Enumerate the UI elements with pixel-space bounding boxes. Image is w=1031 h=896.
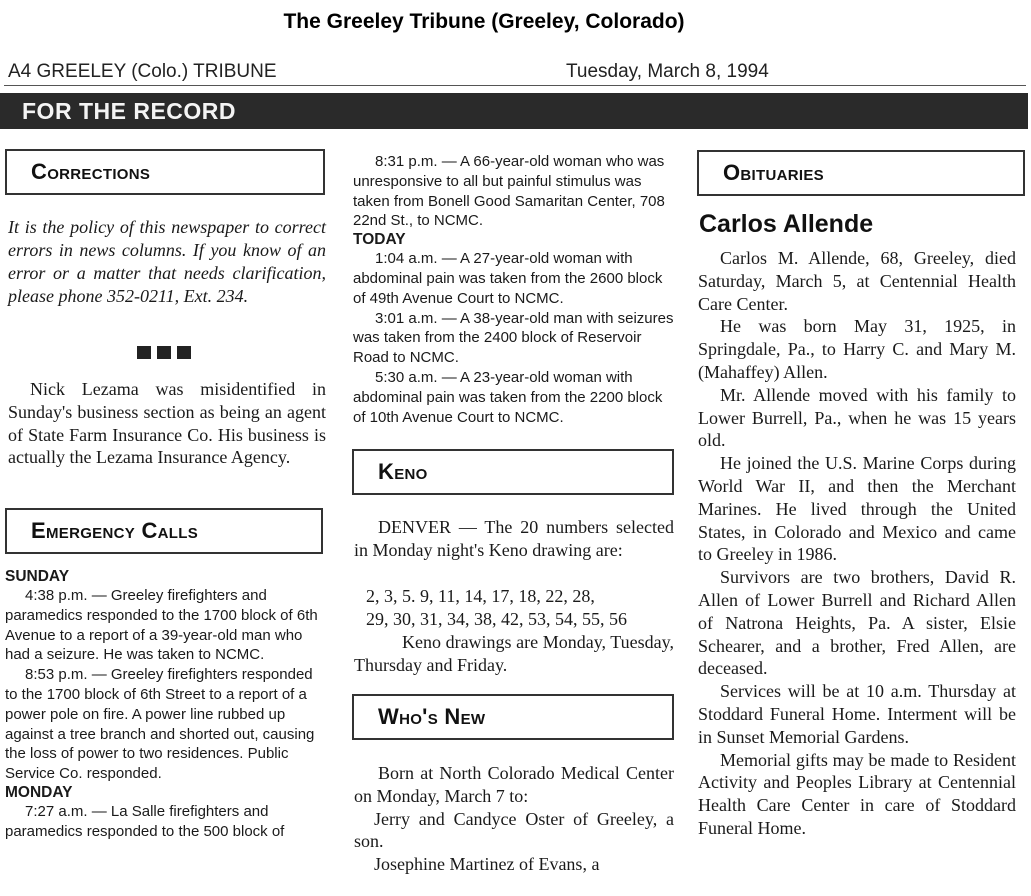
call-entry: 1:04 a.m. — A 27-year-old woman with abdominal pain was taken from the 2600 block of 49th Avenue Court to NCMC.: [353, 250, 663, 307]
divider-square: [137, 346, 151, 359]
page-bottom-edge: [0, 878, 1031, 896]
obituary-paragraph: Services will be at 10 a.m. Thursday at Stoddard Funeral Home. Interment will be in Sunset Memorial Gardens.: [698, 681, 1016, 747]
section-banner-title: FOR THE RECORD: [22, 98, 236, 124]
whos-new-body: [354, 762, 674, 882]
keno-numbers: [366, 585, 676, 631]
whos-new-heading: Who's New: [378, 704, 486, 729]
keno-schedule: Keno drawings are Monday, Tuesday, Thursday and Friday.: [354, 632, 674, 675]
emergency-heading-box: [5, 508, 323, 554]
page-label: A4 GREELEY (Colo.) TRIBUNE: [8, 61, 277, 82]
call-entry: 5:30 a.m. — A 23-year-old woman with abdominal pain was taken from the 2200 block of 10th Avenue Court to NCMC.: [353, 368, 663, 426]
whos-new-heading-box: [352, 694, 674, 740]
keno-heading: Keno: [378, 459, 428, 484]
obituary-paragraph: He was born May 31, 1925, in Springdale, Pa., to Harry C. and Mary M. (Mahaffey) Allen.: [698, 316, 1016, 382]
corrections-policy: It is the policy of this newspaper to correct errors in news columns. If you know of an error or a matter that needs clarification, please phone 352-0211, Ext. 234.: [8, 217, 326, 306]
obituaries-heading: Obituaries: [723, 160, 824, 185]
obituary-paragraph: Mr. Allende moved with his family to Lower Burrell, Pa., when he was 15 years old.: [698, 384, 1016, 451]
emergency-column-1: [5, 568, 327, 880]
divider-square: [177, 346, 191, 359]
birth-announcement: Jerry and Candyce Oster of Greeley, a son.: [354, 808, 674, 852]
call-entry: 8:31 p.m. — A 66-year-old woman who was unresponsive to all but painful stimulus was taken from Bonell Good Samaritan Center, 708 22nd St., to NCMC.: [353, 153, 665, 230]
keno-numbers-line: 2, 3, 5. 9, 11, 14, 17, 18, 22, 28,: [366, 586, 595, 606]
keno-intro: DENVER — The 20 numbers selected in Monday night's Keno drawing are:: [354, 517, 674, 560]
day-label-monday: MONDAY: [5, 783, 73, 801]
call-entry: 3:01 a.m. — A 38-year-old man with seizures was taken from the 2400 block of Reservoir Road to NCMC.: [353, 309, 674, 367]
header-rule: [4, 85, 1026, 86]
day-label-today: TODAY: [353, 231, 406, 249]
call-entry: 8:53 p.m. — Greeley firefighters responded to the 1700 block of 6th Street to a report of a power pole on fire. A power line rubbed up against a tree branch and shorted out, causing the loss of power to two residences. Public Service Co. responded.: [5, 666, 315, 783]
source-caption: The Greeley Tribune (Greeley, Colorado): [283, 10, 685, 33]
birth-announcement: Josephine Martinez of Evans, a: [374, 854, 600, 875]
keno-numbers-line: 29, 30, 31, 34, 38, 42, 53, 54, 55, 56: [366, 609, 627, 629]
emergency-column-2: [353, 152, 675, 437]
emergency-heading: Emergency Calls: [31, 518, 199, 543]
obituary-body: [698, 247, 1016, 879]
keno-heading-box: [352, 449, 674, 495]
obituary-paragraph: He joined the U.S. Marine Corps during World War II, and then the Merchant Marines. He lived through the United States, in Colorado and Mexico and came to Greeley in 1986.: [698, 453, 1016, 565]
corrections-heading-box: [5, 149, 325, 195]
section-divider: [137, 346, 191, 359]
issue-date: Tuesday, March 8, 1994: [566, 61, 769, 82]
whos-new-intro: Born at North Colorado Medical Center on Monday, March 7 to:: [354, 763, 674, 806]
obituary-paragraph: Survivors are two brothers, David R. Allen of Lower Burrell and Richard Allen of Natrona Heights, Pa. A sister, Elsie Schearer, and a brother, Fred Allen, are deceased.: [698, 567, 1016, 679]
divider-square: [157, 346, 171, 359]
obituary-paragraph: Memorial gifts may be made to Resident Activity and Peoples Library at Centennial Health Care Center in care of Stoddard Funeral Home.: [698, 749, 1016, 838]
obituary-paragraph: Carlos M. Allende, 68, Greeley, died Saturday, March 5, at Centennial Health Care Center.: [698, 248, 1016, 314]
obituaries-heading-box: [697, 150, 1025, 196]
day-label-sunday: SUNDAY: [5, 568, 70, 585]
obituary-name: Carlos Allende: [699, 210, 874, 238]
correction-item: Nick Lezama was misidentified in Sunday's business section as being an agent of State Farm Insurance Co. His business is actually the Lezama Insurance Agency.: [8, 379, 326, 468]
call-entry: 7:27 a.m. — La Salle firefighters and paramedics responded to the 500 block of: [5, 802, 285, 840]
call-entry: 4:38 p.m. — Greeley firefighters and paramedics responded to the 1700 block of 6th Avenue to a report of a 39-year-old man who had a seizure. He was taken to NCMC.: [5, 587, 318, 664]
corrections-heading: Corrections: [31, 159, 151, 184]
